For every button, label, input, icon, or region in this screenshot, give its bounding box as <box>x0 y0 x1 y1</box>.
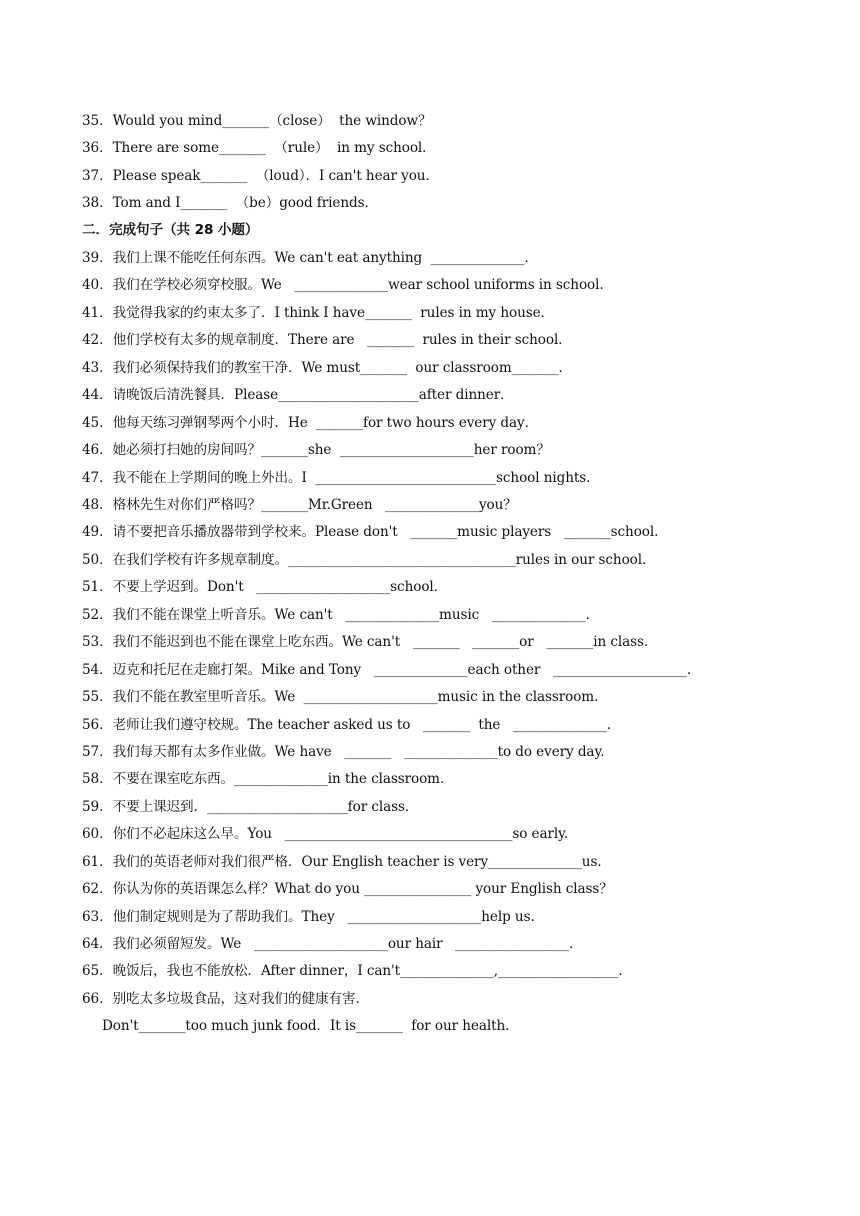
question-52: 52．我们不能在课堂上听音乐。We can't ______________music ______________. <box>82 607 590 623</box>
question-50: 50．在我们学校有许多规章制度。__________________________________rules in our school. <box>82 552 647 568</box>
question-66: 66．别吃太多垃圾食品，这对我们的健康有害． <box>82 991 369 1007</box>
question-35: 35．Would you mind_______（close） the window？ <box>82 113 432 129</box>
question-49: 49．请不要把音乐播放器带到学校来。Please don't _______music players _______school. <box>82 524 659 540</box>
question-66-answer-line: Don't_______too much junk food．It is_______ for our health． <box>102 1018 519 1034</box>
question-56: 56．老师让我们遵守校规。The teacher asked us to _______ the ______________. <box>82 717 611 733</box>
question-53: 53．我们不能迟到也不能在课堂上吃东西。We can't _______ _______or _______in class. <box>82 634 649 650</box>
question-40: 40．我们在学校必须穿校服。We ______________wear school uniforms in school. <box>82 277 604 293</box>
question-55: 55．我们不能在教室里听音乐。We ____________________music in the classroom. <box>82 689 599 705</box>
question-43: 43．我们必须保持我们的教室干净．We must_______ our classroom_______． <box>82 360 573 376</box>
question-44: 44．请晚饭后清洗餐具．Please_____________________after dinner． <box>82 387 514 403</box>
question-65: 65．晚饭后，我也不能放松．After dinner，I can't______________,__________________． <box>82 963 633 979</box>
question-46: 46．她必须打扫她的房间吗？_______she ____________________her room？ <box>82 442 550 458</box>
question-63: 63．他们制定规则是为了帮助我们。They ____________________help us. <box>82 909 535 925</box>
question-39: 39．我们上课不能吃任何东西。We can't eat anything ______________. <box>82 250 529 266</box>
question-57: 57．我们每天都有太多作业做。We have _______ ______________to do every day. <box>82 744 605 760</box>
question-60: 60．你们不必起床这么早。You __________________________________so early. <box>82 826 569 842</box>
question-64: 64．我们必须留短发。We ____________________our hair _________________. <box>82 936 574 952</box>
question-61: 61．我们的英语老师对我们很严格．Our English teacher is very______________us． <box>82 854 611 870</box>
question-45: 45．他每天练习弹钢琴两个小时．He _______for two hours every day． <box>82 415 539 431</box>
question-59: 59．不要上课迟到．_____________________for class． <box>82 799 419 815</box>
question-48: 48．格林先生对你们严格吗？_______Mr.Green ______________you？ <box>82 497 517 513</box>
question-47: 47．我不能在上学期间的晚上外出。I ___________________________school nights. <box>82 470 591 486</box>
question-51: 51．不要上学迟到。Don't ____________________school. <box>82 579 438 595</box>
question-38: 38．Tom and I_______ （be）good friends． <box>82 195 378 211</box>
question-42: 42．他们学校有太多的规章制度．There are _______ rules in their school． <box>82 332 572 348</box>
question-54: 54．迈克和托尼在走廊打架。Mike and Tony ______________each other ____________________. <box>82 662 692 678</box>
question-58: 58．不要在课室吃东西。______________in the classroom. <box>82 771 445 787</box>
section-heading: 二．完成句子（共 28 小题） <box>82 222 259 238</box>
question-37: 37．Please speak_______ （loud）．I can't hear you． <box>82 168 439 184</box>
question-41: 41．我觉得我家的约束太多了．I think I have_______ rules in my house． <box>82 305 555 321</box>
question-62: 62．你认为你的英语课怎么样？What do you ________________ your English class？ <box>82 881 613 897</box>
question-36: 36．There are some_______ （rule） in my school． <box>82 140 436 156</box>
